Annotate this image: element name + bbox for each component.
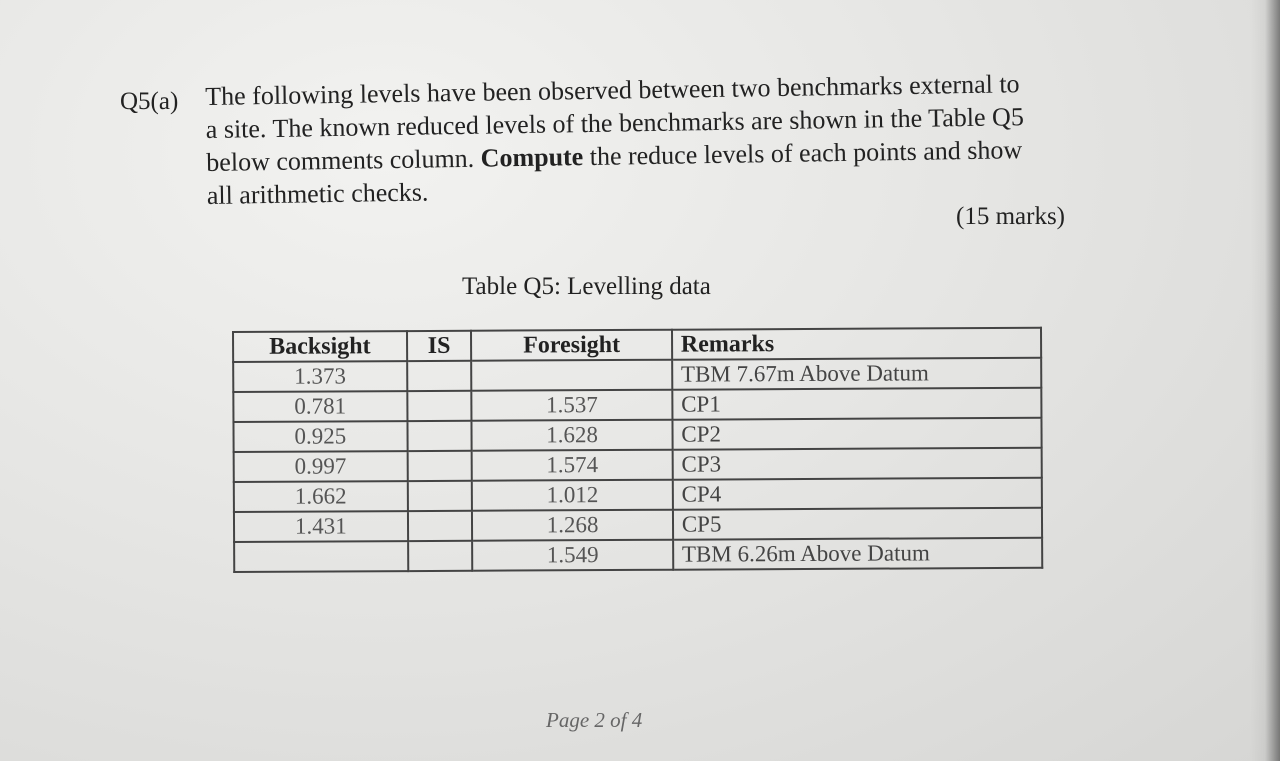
table-row xyxy=(233,388,1041,422)
cell-is xyxy=(408,511,473,541)
header-foresight: Foresight xyxy=(471,330,672,361)
table-row xyxy=(234,448,1042,482)
table-row xyxy=(233,418,1041,452)
cell-backsight: 1.662 xyxy=(234,481,408,512)
marks-label: (15 marks) xyxy=(956,203,1065,230)
cell-foresight: 1.268 xyxy=(472,510,673,541)
question-line: all arithmetic checks. xyxy=(206,177,429,210)
page-number: Page 2 of 4 xyxy=(546,708,643,732)
cell-is xyxy=(407,391,472,421)
cell-backsight: 1.431 xyxy=(234,511,408,542)
cell-is xyxy=(407,451,472,481)
cell-is xyxy=(407,481,472,511)
cell-remarks: CP4 xyxy=(673,478,1042,510)
header-remarks: Remarks xyxy=(672,328,1041,360)
table-caption: Table Q5: Levelling data xyxy=(462,273,711,300)
cell-backsight: 0.781 xyxy=(233,391,407,422)
cell-is xyxy=(407,421,472,451)
table-row xyxy=(234,478,1042,512)
cell-foresight: 1.628 xyxy=(472,420,673,451)
question-line: The following levels have been observed between two benchmarks external to xyxy=(205,69,1020,111)
cell-remarks: CP1 xyxy=(672,388,1041,420)
cell-backsight xyxy=(234,541,408,572)
cell-remarks: TBM 6.26m Above Datum xyxy=(673,538,1042,570)
cell-foresight: 1.549 xyxy=(472,540,673,571)
cell-remarks: TBM 7.67m Above Datum xyxy=(672,358,1041,390)
cell-remarks: CP2 xyxy=(672,418,1041,450)
cell-foresight xyxy=(472,360,673,391)
question-line: a site. The known reduced levels of the benchmarks are shown in the Table Q5 xyxy=(205,102,1025,144)
question-line-text: the reduce levels of each points and show xyxy=(589,135,1023,171)
table-row xyxy=(234,508,1042,542)
header-is: IS xyxy=(407,331,472,361)
cell-backsight: 0.925 xyxy=(233,421,407,452)
page-edge-shadow xyxy=(1250,0,1280,761)
cell-is xyxy=(407,361,472,391)
cell-foresight: 1.574 xyxy=(472,450,673,481)
table-row xyxy=(234,538,1042,572)
question-line-text: below comments column. xyxy=(206,143,475,177)
question-number: Q5(a) xyxy=(120,88,179,115)
cell-foresight: 1.537 xyxy=(472,390,673,421)
cell-backsight: 0.997 xyxy=(234,451,408,482)
table-header-row xyxy=(233,328,1041,362)
table-row xyxy=(233,358,1041,392)
question-text xyxy=(205,66,1097,212)
levelling-table xyxy=(232,327,1043,573)
cell-remarks: CP3 xyxy=(672,448,1041,480)
cell-remarks: CP5 xyxy=(673,508,1042,540)
cell-foresight: 1.012 xyxy=(472,480,673,511)
cell-is xyxy=(408,541,473,571)
cell-backsight: 1.373 xyxy=(233,361,407,392)
header-backsight: Backsight xyxy=(233,331,407,362)
question-emphasis: Compute xyxy=(480,142,584,173)
